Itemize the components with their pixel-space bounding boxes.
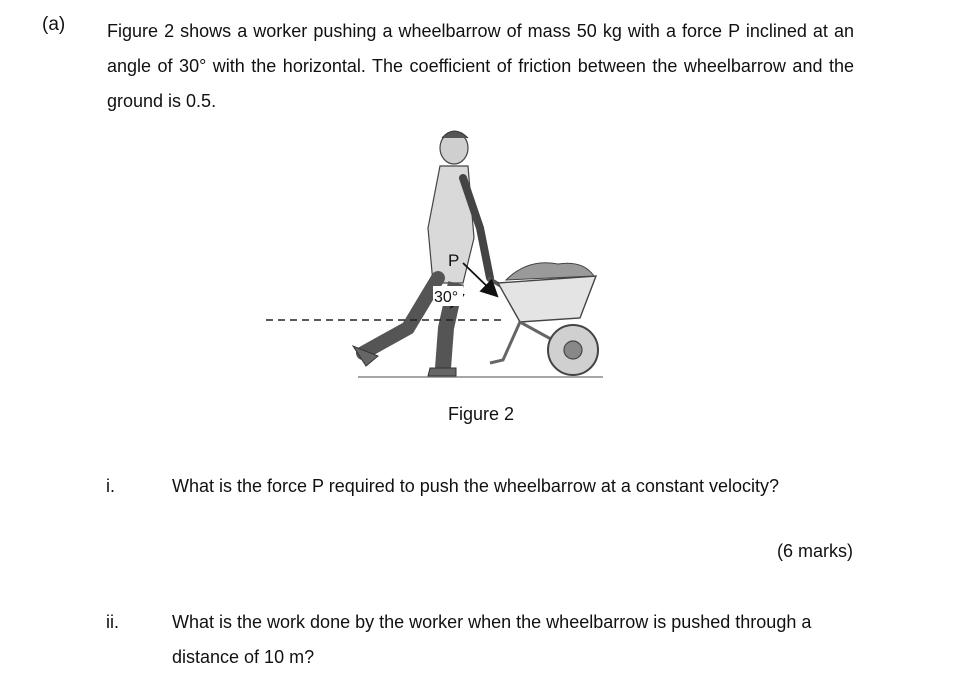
worker-front-shoe [428,368,456,376]
intro-paragraph: Figure 2 shows a worker pushing a wheelbarrow of mass 50 kg with a force P inclined at an angle of 30° with the horizontal. The coefficient of friction between the wheelbarrow and the ground is 0.5. [107,21,854,111]
worker-back-leg [363,278,438,353]
wheel-hub [564,341,582,359]
worker-hair [442,131,468,138]
part-label: (a) [42,14,66,35]
angle-label: 30° [434,289,459,306]
question-1-marks: (6 marks) [777,541,853,561]
wheelbarrow-tray [498,276,596,322]
figure-caption: Figure 2 [447,404,515,424]
force-p-label: P [448,251,460,270]
wheelbarrow-worker-drawing [258,118,638,398]
question-1-number: i. [106,476,115,496]
question-1-text: What is the force P required to push the wheelbarrow at a constant velocity? [172,476,779,496]
wheelbarrow-leg [490,322,520,363]
question-2-text: What is the work done by the worker when the wheelbarrow is pushed through a distance of 10 m? [172,612,812,667]
question-2-number: ii. [106,612,119,632]
figure-2-illustration [258,118,638,398]
